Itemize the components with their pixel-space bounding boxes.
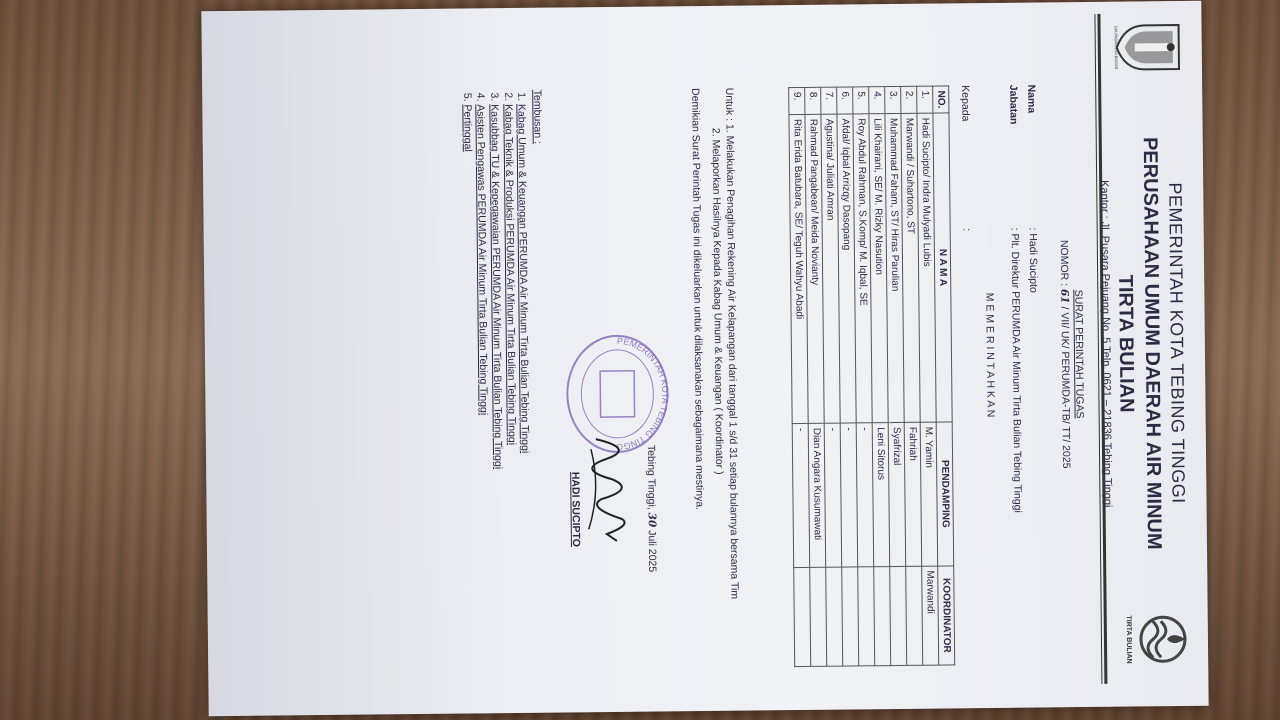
tembusan-heading: Tembusan : (531, 89, 544, 145)
cell-no: 7. (821, 87, 837, 114)
cell-nama: Hadi Sucipto/ Indra Mulyadi Lubis (917, 113, 936, 422)
untuk-line1: Untuk : 1. Melakukan Penagihan Rekening Air Kelapangan dari tanggal 1 s/d 31 setiap bulannya bersama Tim (723, 87, 741, 600)
logo-caption: TIRTA BULIAN (1124, 615, 1133, 664)
handwritten-signature (576, 429, 647, 550)
date-handwritten: 30 (645, 512, 658, 528)
cell-koordinator: Marwandi (922, 566, 939, 665)
letter-title-block (1054, 4, 1089, 704)
cell-nama: Afdal/ Iqbal Arrizqy Dasopang (837, 114, 856, 423)
number-rest: / VII/ UK/ PERUMDA-TB/ TT/ 2025 (1058, 306, 1073, 469)
cell-nama: Muhammad Faham, ST/ Hiras Parulian (885, 113, 904, 422)
cell-pendamping: - (792, 423, 810, 567)
col-header-nama: N A M A (933, 113, 952, 422)
cell-nama: Rahmad Pangabean/ Meida Novianty (805, 114, 824, 423)
number-prefix: NOMOR : (1058, 239, 1071, 287)
letterhead-line1: PEMERINTAH KOTA TEBING TINGGI (1165, 182, 1189, 504)
letterhead (1095, 83, 1190, 604)
kepada-row (958, 85, 973, 231)
cell-koordinator (826, 567, 843, 666)
cell-no: 6. (837, 87, 853, 114)
cell-no: 8. (805, 87, 821, 114)
cell-pendamping: - (856, 423, 874, 567)
cell-koordinator (794, 567, 811, 666)
cell-koordinator (842, 567, 859, 666)
place-prefix: Tebing Tinggi, (644, 444, 658, 510)
date-rest: Juli 2025 (645, 530, 659, 573)
closing-statement: Demikian Surat Perintah Tugas ini dikeluarkan untuk dilaksanakan sebagaimana mestinya. (689, 88, 706, 511)
signatory-name: HADI SUCIPTO (569, 471, 583, 547)
col-header-pendamping: PENDAMPING (936, 422, 954, 566)
nama-row (1024, 85, 1040, 293)
jabatan-label: Jabatan (1007, 84, 1020, 125)
cell-no: 9. (789, 87, 805, 114)
cell-pendamping: Dian Angara Kusumawati (808, 423, 826, 567)
cell-pendamping: Leni Sitorus (872, 423, 890, 567)
nama-label: Nama (1025, 84, 1038, 114)
cell-pendamping: Syafrizal (888, 422, 906, 566)
svg-text:PEMERINTAH KOTA TEBING TINGGI: PEMERINTAH KOTA TEBING TINGGI (615, 335, 671, 453)
cell-no: 4. (869, 87, 885, 114)
cell-koordinator (906, 566, 923, 665)
untuk-block (708, 88, 741, 678)
cell-nama: Roy Abdul Rahman, S.Komp/ M. Iqbal, SE (853, 114, 872, 423)
letterhead-line3: TIRTA BULIAN (1113, 274, 1138, 413)
tembusan-list (459, 90, 531, 470)
jabatan-value: : Plt. Direktur PERUMDA Air Minum Tirta Bulian Tebing Tinggi (1008, 227, 1024, 513)
letter-page (206, 3, 1203, 713)
nama-value: : Hadi Sucipto (1026, 227, 1040, 293)
cell-pendamping: Fahriah (904, 422, 922, 566)
paper-sheet (201, 1, 1208, 716)
cell-pendamping: - (824, 423, 842, 567)
cell-nama: Marwandi / Suhartono, ST (901, 113, 920, 422)
cell-pendamping: - (840, 423, 858, 567)
cell-nama: Agustina/ Juliati Amran (821, 114, 840, 423)
col-header-no: NO. (933, 86, 949, 113)
tembusan-item: 1. Kabag Umum & Keuangan PERUMDA Air Minum Tirta Bulian Tebing Tinggi (514, 104, 531, 469)
letterhead-address: Kantor : Jl. Pusara Pejuang No. 5 Telp. 0621 – 21836 Tebing Tinggi (1097, 180, 1114, 508)
tembusan-block (459, 90, 547, 470)
tembusan-item: 5. Pertinggal (459, 104, 476, 469)
cell-no: 5. (853, 87, 869, 114)
cell-koordinator (858, 567, 875, 666)
memerintahkan-heading: M E M E R I N T A H K A N (983, 292, 997, 418)
cell-no: 3. (885, 86, 901, 113)
tembusan-item: 2. Kabag Teknik & Produksi PERUMDA Air Minum Tirta Bulian Tebing Tinggi (500, 104, 517, 469)
letterhead-line2: PERUSAHAAN UMUM DAERAH AIR MINUM (1138, 136, 1165, 550)
cell-koordinator (890, 566, 907, 665)
kepada-colon: : (960, 228, 973, 232)
untuk-line2: 2. Melaporkan Hasilnya Kepada Kabag Umum & Keuangan ( Koordinator ) (709, 127, 726, 475)
jabatan-row (1006, 85, 1024, 513)
tembusan-item: 4. Asisten Pengawas PERUMDA Air Minum Tirta Bulian Tebing Tinggi (473, 104, 490, 469)
table-body (789, 86, 939, 666)
cell-koordinator (810, 567, 827, 666)
cell-no: 1. (917, 86, 933, 113)
kepada-label: Kepada (959, 85, 972, 122)
city-emblem-logo (1112, 19, 1185, 76)
number-handwritten: 61 (1058, 288, 1071, 304)
cell-koordinator (874, 566, 891, 665)
col-header-koordinator: KOORDINATOR (938, 566, 955, 665)
cell-pendamping: M. Yamin (920, 422, 938, 566)
cell-nama: Lili Khairani, SE/ M. Rizky Nasution (869, 114, 888, 423)
emblem-caption: DIA PADAN DIA BAGAS (1113, 25, 1119, 70)
cell-no: 2. (901, 86, 917, 113)
tirta-bulian-logo (1119, 607, 1192, 672)
cell-nama: Rita Erida Batubara, SE/ Teguh Wahyu Abadi (789, 114, 808, 423)
tembusan-item: 3. Kasubbag TU & Kepegawaian PERUMDA Air Minum Tirta Bulian Tebing Tinggi (487, 104, 504, 469)
assignment-table (788, 85, 955, 667)
letter-title: SURAT PERINTAH TUGAS (1072, 289, 1086, 419)
